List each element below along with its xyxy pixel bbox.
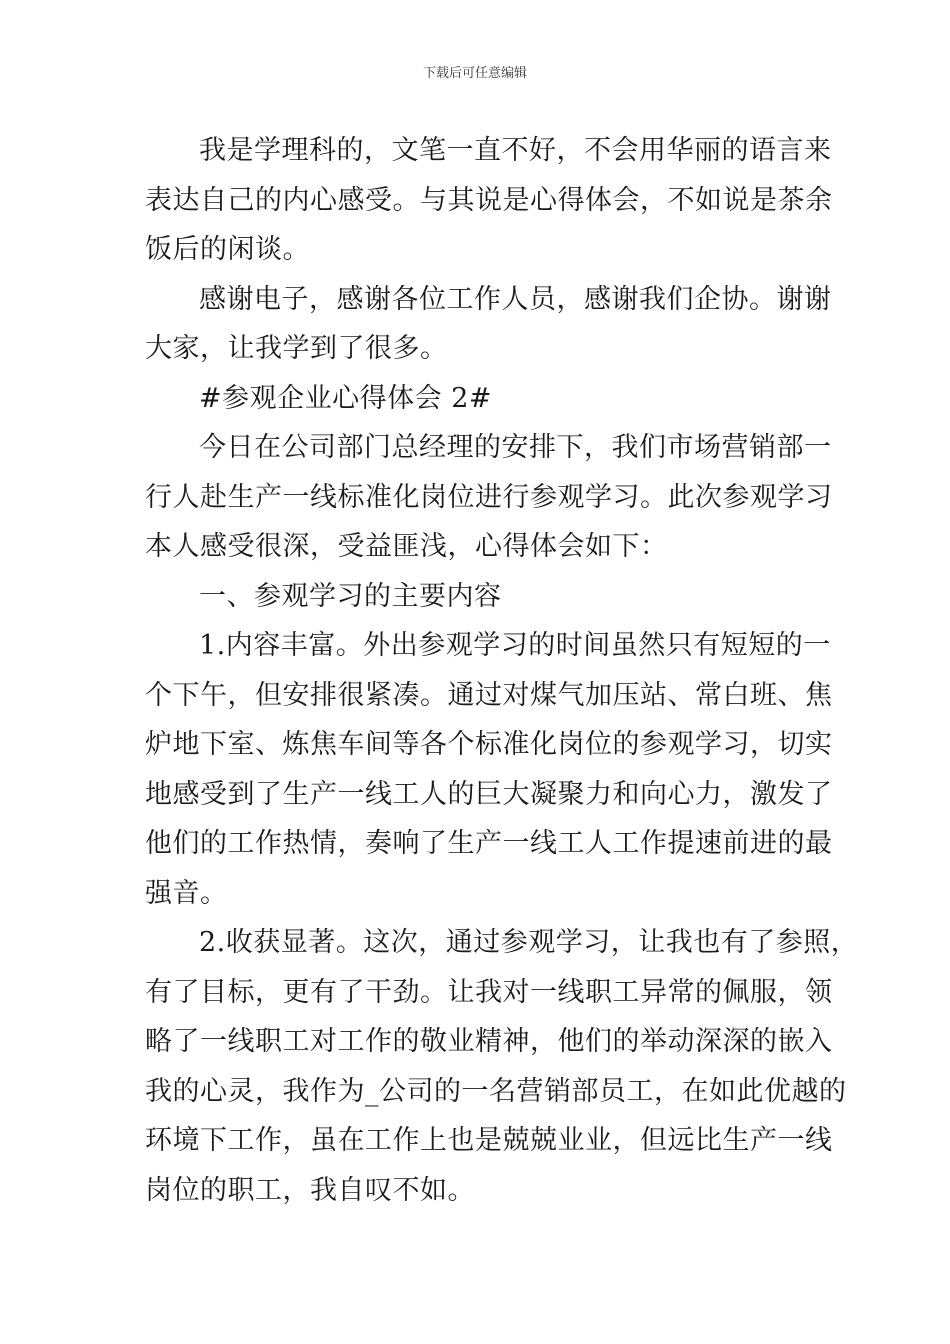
text-line: 我的心灵，我作为_公司的一名营销部员工，在如此优越的 — [145, 1075, 847, 1107]
text-line: 行人赴生产一线标准化岗位进行参观学习。此次参观学习 — [145, 481, 833, 513]
text-line: 略了一线职工对工作的敬业精神，他们的举动深深的嵌入 — [145, 1026, 833, 1057]
text-line: 有了目标，更有了干劲。让我对一线职工异常的佩服，领 — [145, 976, 833, 1008]
paragraph-visit-intro — [145, 423, 833, 572]
text-line: 本人感受很深，受益匪浅，心得体会如下： — [145, 531, 668, 562]
text-line: 今日在公司部门总经理的安排下，我们市场营销部一 — [199, 432, 832, 463]
subsection-heading — [145, 572, 809, 622]
text-line: 地感受到了生产一线工人的巨大凝聚力和向心力，激发了 — [145, 778, 833, 810]
text-line: 个下午，但安排很紧凑。通过对煤气加压站、常白班、焦 — [145, 679, 833, 711]
section-heading-text: #参观企业心得体会 2# — [199, 382, 493, 414]
paragraph-point-2 — [145, 918, 859, 1215]
section-heading — [145, 374, 809, 424]
text-line: 饭后的闲谈。 — [145, 234, 310, 265]
subsection-heading-text: 一、参观学习的主要内容 — [199, 580, 502, 612]
text-line: 炉地下室、炼焦车间等各个标准化岗位的参观学习，切实 — [145, 729, 833, 760]
page-header-note: 下载后可任意编辑 — [422, 66, 527, 81]
text-line: 强音。 — [145, 877, 228, 909]
text-line: 感谢电子，感谢各位工作人员，感谢我们企协。谢谢 — [199, 283, 832, 315]
text-line: 表达自己的内心感受。与其说是心得体会，不如说是茶余 — [145, 184, 833, 216]
paragraph-thanks — [145, 275, 832, 374]
text-line: 2.收获显著。这次，通过参观学习，让我也有了参照， — [199, 927, 859, 958]
text-line: 1.内容丰富。外出参观学习的时间虽然只有短短的一 — [199, 630, 831, 661]
text-line: 环境下工作，虽在工作上也是兢兢业业，但远比生产一线 — [145, 1125, 833, 1156]
text-line: 我是学理科的，文笔一直不好，不会用华丽的语言来 — [199, 135, 832, 166]
document-body — [145, 126, 859, 1215]
paragraph-intro — [145, 126, 833, 275]
text-line: 他们的工作热情，奏响了生产一线工人工作提速前进的最 — [145, 828, 833, 859]
text-line: 岗位的职工，我自叹不如。 — [145, 1174, 475, 1206]
text-line: 大家，让我学到了很多。 — [145, 333, 448, 364]
paragraph-point-1 — [145, 621, 833, 918]
